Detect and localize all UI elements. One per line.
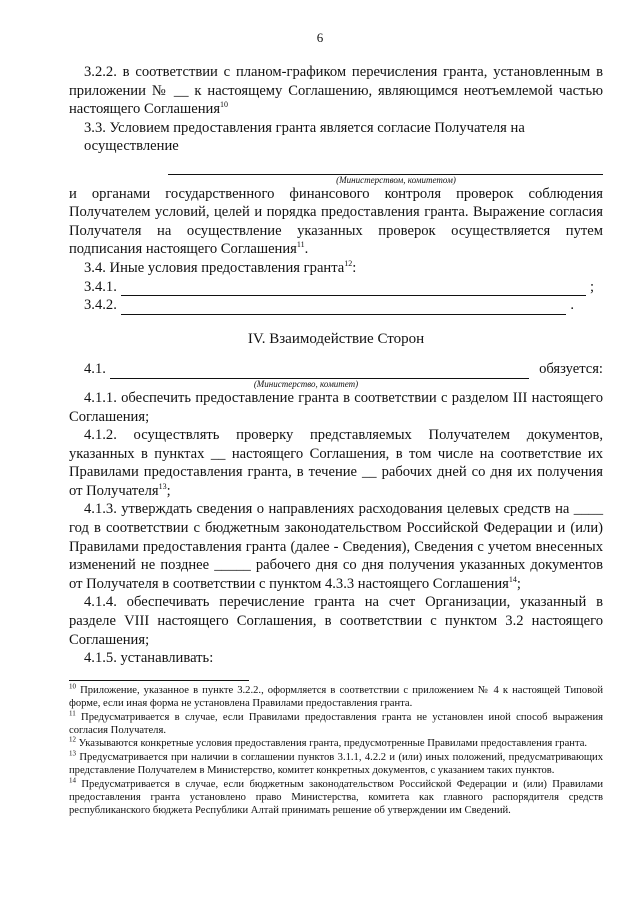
footnote-11 [69,709,603,738]
clause-3-3-rest-text: и органами государственного финансового контроля проверок соблюдения Получателем условий, целей и порядка предоставления гранта. Выражение согласия Получателя на осуществление указанных проверок осуществляется путем подписания настоящего Соглашения [69,185,603,258]
clause-3-4-2-label: 3.4.2. [84,297,117,314]
footnote-text: Приложение, указанное в пункте 3.2.2., оформляется в соответствии с приложением № 4 к настоящей Типовой форме, если иная форма не установлена Правилами предоставления гранта. [69,684,603,709]
clause-3-3-caption: (Министерством, комитетом) [336,174,456,185]
footnote-text: Указываются конкретные условия предоставления гранта, предусмотренные Правилами предоставления гранта. [76,738,588,750]
clause-3-4: 3.4. Иные условия предоставления гранта$^{12}$: [84,259,357,276]
footnote-14 [69,776,603,818]
clause-3-4-1-blank [121,281,586,296]
footnote-ref-12: 12 [344,259,353,269]
footnote-number: 11 [69,709,76,718]
clause-3-4-text: 3.4. Иные условия предоставления гранта [84,259,345,276]
clause-4-1 [69,360,603,379]
clause-3-3-rest: и органами государственного финансового контроля проверок соблюдения Получателем условий, целей и порядка предоставления гранта. Выражение согласия Получателя на осуществление указанных проверок осуществляется путем подписания настоящего Соглашения$^{11}$. [69,185,603,258]
clause-4-1-4: 4.1.4. обеспечивать перечисление гранта на счет Организации, указанный в разделе VIII настоящего Соглашения, в соответствии с пунктом 3.2 настоящего Соглашения; [69,594,603,648]
clause-4-1-caption: (Министерство, комитет) [253,378,359,389]
clause-3-4-1 [69,278,594,297]
footnote-separator [69,680,249,681]
clause-3-3-blank [168,160,603,175]
clause-4-1-3 [69,500,603,593]
section-heading: IV. Взаимодействие Сторон [247,330,425,347]
footnote-ref-14: 14 [508,574,517,584]
footnote-number: 14 [69,776,76,785]
clause-4-1-3-end: ; [516,575,521,592]
clause-3-3-lead [69,119,603,156]
clause-4-1-1: 4.1.1. обеспечить предоставление гранта в соответствии с разделом III настоящего Соглашения; [69,389,603,425]
document-body [69,63,603,819]
clause-4-1-3-text: 4.1.3. утверждать сведения о направлениях расходования целевых средств на ____ год в соответствии с бюджетным законодательством Российской Федерации и (или) Правилами предоставления гранта (далее - Сведения), Сведения с учетом внесенных изменений не позднее _____ рабочего дня со дня получения указанных документов от Получателя в соответствии с пунктом 4.3.3 настоящего Соглашения [69,501,603,592]
footnote-text: Предусматривается в случае, если бюджетным законодательством Российской Федерации и (или) Правилами предоставления гранта установлено право Министерства, комитета как главного распорядителя средств республиканского бюджета Республики Алтай принимать решение об утверждении им Сведений. [69,779,603,816]
footnote-number: 13 [69,749,76,758]
footnote-10 [69,682,603,711]
clause-4-1-5: 4.1.5. устанавливать: [84,650,214,667]
footnote-13 [69,749,603,778]
footnote-12 [69,735,603,751]
clause-3-4-2 [69,296,574,315]
clause-3-4-1-end: ; [589,278,594,295]
clause-3-4-2-end: . [570,297,574,314]
footnote-ref-11: 11 [296,240,305,250]
clause-3-3-lead-text: 3.3. Условием предоставления гранта является согласие Получателя на осуществление [84,119,525,155]
footnote-ref-10: 10 [220,100,229,110]
clause-3-4-1-label: 3.4.1. [84,278,117,295]
clause-4-1-blank [110,364,529,379]
footnote-text: Предусматривается в случае, если Правилами предоставления гранта не установлен иной способ выражения согласия Получателя. [69,711,603,736]
clause-3-2-2-text: 3.2.2. в соответствии с планом-графиком перечисления гранта, установленным в приложении № __ к настоящему Соглашению, являющимся неотъемлемой частью настоящего Соглашения [69,64,603,118]
footnote-number: 10 [69,682,76,691]
clause-3-4-2-blank [121,300,567,315]
clause-3-3-fill-row [69,156,603,175]
clause-3-2-2 [69,63,603,119]
footnote-number: 12 [69,735,76,744]
footnote-text: Предусматривается при наличии в соглашении пунктов 3.1.1, 4.2.2 и (или) иных положений, предусматривающих представление Получателем в Министерство, комитет конкретных документов, с указанием таких пунктов. [69,752,603,777]
footnotes [69,682,603,818]
clause-4-1-2-text: 4.1.2. осуществлять проверку представляемых Получателем документов, указанных в пунктах __ настоящего Соглашения, в том числе на соответствие их Правилами предоставления гранта, в течение __ рабочих дней со дня их получения от Получателя [69,427,603,499]
footnote-ref-13: 13 [158,482,167,492]
clause-4-1-label: 4.1. [84,361,106,378]
clause-4-1-end: обязуется: [539,361,603,378]
page-number: 6 [316,30,324,45]
clause-4-1-2: 4.1.2. осуществлять проверку представляемых Получателем документов, указанных в пунктах __ настоящего Соглашения, в том числе на соответствие их Правилами предоставления гранта, в течение __ рабочих дней со дня их получения от Получателя$^{13}$; [69,427,603,499]
